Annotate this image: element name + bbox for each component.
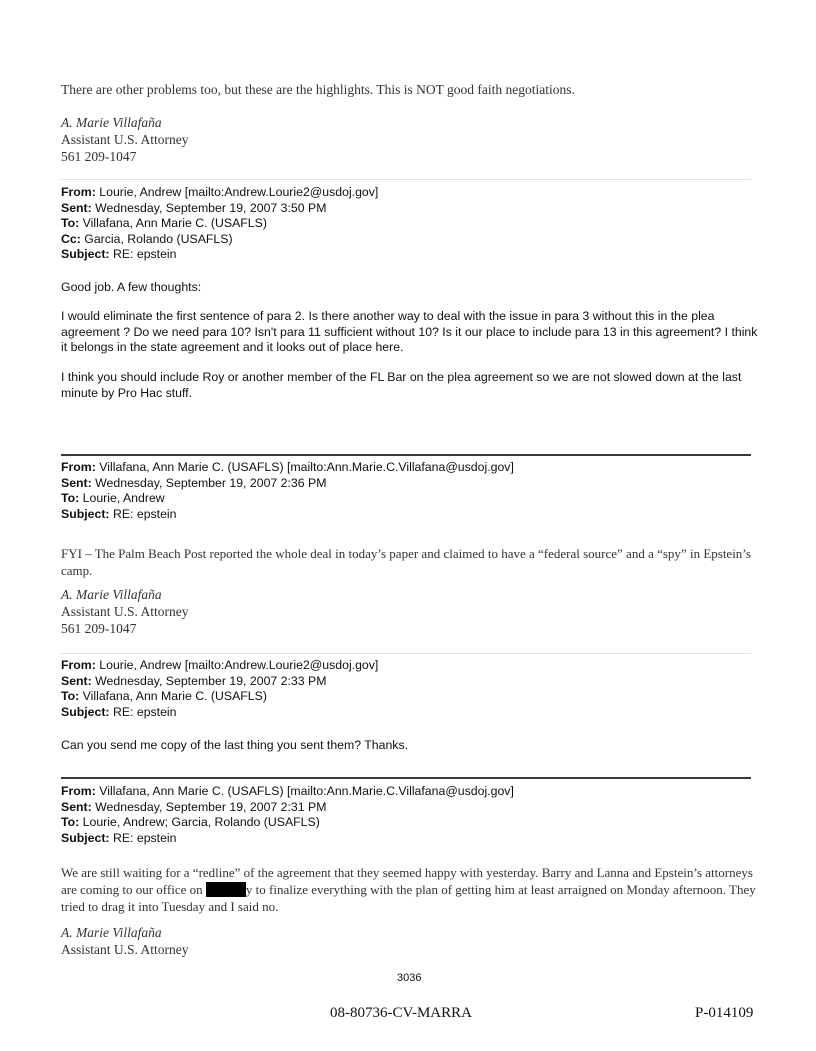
signature-phone: 561 209-1047 bbox=[61, 149, 137, 164]
email-body-paragraph: FYI – The Palm Beach Post reported the whole deal in today’s paper and claimed to have a “federal source” and a “spy” in Epstein’s camp. bbox=[61, 546, 751, 578]
signature-name: A. Marie Villafaña bbox=[61, 587, 162, 602]
email-header bbox=[61, 460, 514, 522]
sent-line: Sent: Wednesday, September 19, 2007 2:36 PM bbox=[61, 475, 327, 490]
page-number: 3036 bbox=[397, 972, 422, 984]
divider bbox=[61, 179, 751, 180]
signature-title: Assistant U.S. Attorney bbox=[61, 942, 189, 957]
case-number: 08-80736-CV-MARRA bbox=[330, 1005, 472, 1021]
sent-line: Sent: Wednesday, September 19, 2007 3:50 PM bbox=[61, 200, 327, 215]
redaction-box bbox=[206, 882, 246, 897]
email-header bbox=[61, 784, 514, 846]
signature-phone: 561 209-1047 bbox=[61, 621, 137, 636]
signature-name: A. Marie Villafaña bbox=[61, 925, 162, 940]
email-body-paragraph: I think you should include Roy or another member of the FL Bar on the plea agreement so we are not slowed down at the last minute by Pro Hac stuff. bbox=[61, 370, 742, 400]
signature-name: A. Marie Villafaña bbox=[61, 115, 162, 130]
email-body-paragraph: We are still waiting for a “redline” of the agreement that they seemed happy with yesterday. Barry and Lanna and Epstein’s attorneys are coming to our office on y to finalize everything with the plan of getting him at least arraigned on Monday afternoon. They tried to drag it into Tuesday and I said no. bbox=[61, 865, 756, 914]
subject-line: Subject: RE: epstein bbox=[61, 506, 177, 521]
signature-title: Assistant U.S. Attorney bbox=[61, 132, 189, 147]
divider bbox=[61, 653, 751, 654]
subject-line: Subject: RE: epstein bbox=[61, 247, 177, 261]
email-header bbox=[61, 185, 378, 263]
from-line: From: Lourie, Andrew [mailto:Andrew.Lourie2@usdoj.gov] bbox=[61, 658, 379, 672]
to-line: To: Lourie, Andrew; Garcia, Rolando (USAFLS) bbox=[61, 815, 320, 829]
intro-line: There are other problems too, but these are the highlights. This is NOT good faith negotiations. bbox=[61, 82, 575, 97]
email-header bbox=[61, 658, 378, 720]
from-line: From: Villafana, Ann Marie C. (USAFLS) [mailto:Ann.Marie.C.Villafana@usdoj.gov] bbox=[61, 784, 514, 798]
to-line: To: Lourie, Andrew bbox=[61, 491, 165, 505]
divider bbox=[61, 777, 751, 779]
to-line: To: Villafana, Ann Marie C. (USAFLS) bbox=[61, 689, 267, 703]
bates-number: P-014109 bbox=[695, 1005, 754, 1021]
email-body-paragraph: Can you send me copy of the last thing you sent them? Thanks. bbox=[61, 738, 409, 752]
cc-line: Cc: Garcia, Rolando (USAFLS) bbox=[61, 231, 233, 246]
email-body-paragraph: I would eliminate the first sentence of para 2. Is there another way to deal with the issue in para 3 without this in the plea agreement ? Do we need para 10? Isn't para 11 sufficient without 10? Is it our place to include para 13 in this agreement? I think it belongs in the state agreement and it looks out of place here. bbox=[61, 309, 758, 354]
to-line: To: Villafana, Ann Marie C. (USAFLS) bbox=[61, 216, 267, 230]
signature-title: Assistant U.S. Attorney bbox=[61, 604, 189, 619]
from-line: From: Villafana, Ann Marie C. (USAFLS) [mailto:Ann.Marie.C.Villafana@usdoj.gov] bbox=[61, 460, 514, 474]
divider bbox=[61, 454, 751, 456]
subject-line: Subject: RE: epstein bbox=[61, 830, 177, 845]
sent-line: Sent: Wednesday, September 19, 2007 2:33 PM bbox=[61, 673, 327, 688]
email-body-greeting: Good job. A few thoughts: bbox=[61, 280, 202, 294]
subject-line: Subject: RE: epstein bbox=[61, 704, 177, 719]
sent-line: Sent: Wednesday, September 19, 2007 2:31 PM bbox=[61, 799, 327, 814]
from-line: From: Lourie, Andrew [mailto:Andrew.Lourie2@usdoj.gov] bbox=[61, 185, 379, 199]
